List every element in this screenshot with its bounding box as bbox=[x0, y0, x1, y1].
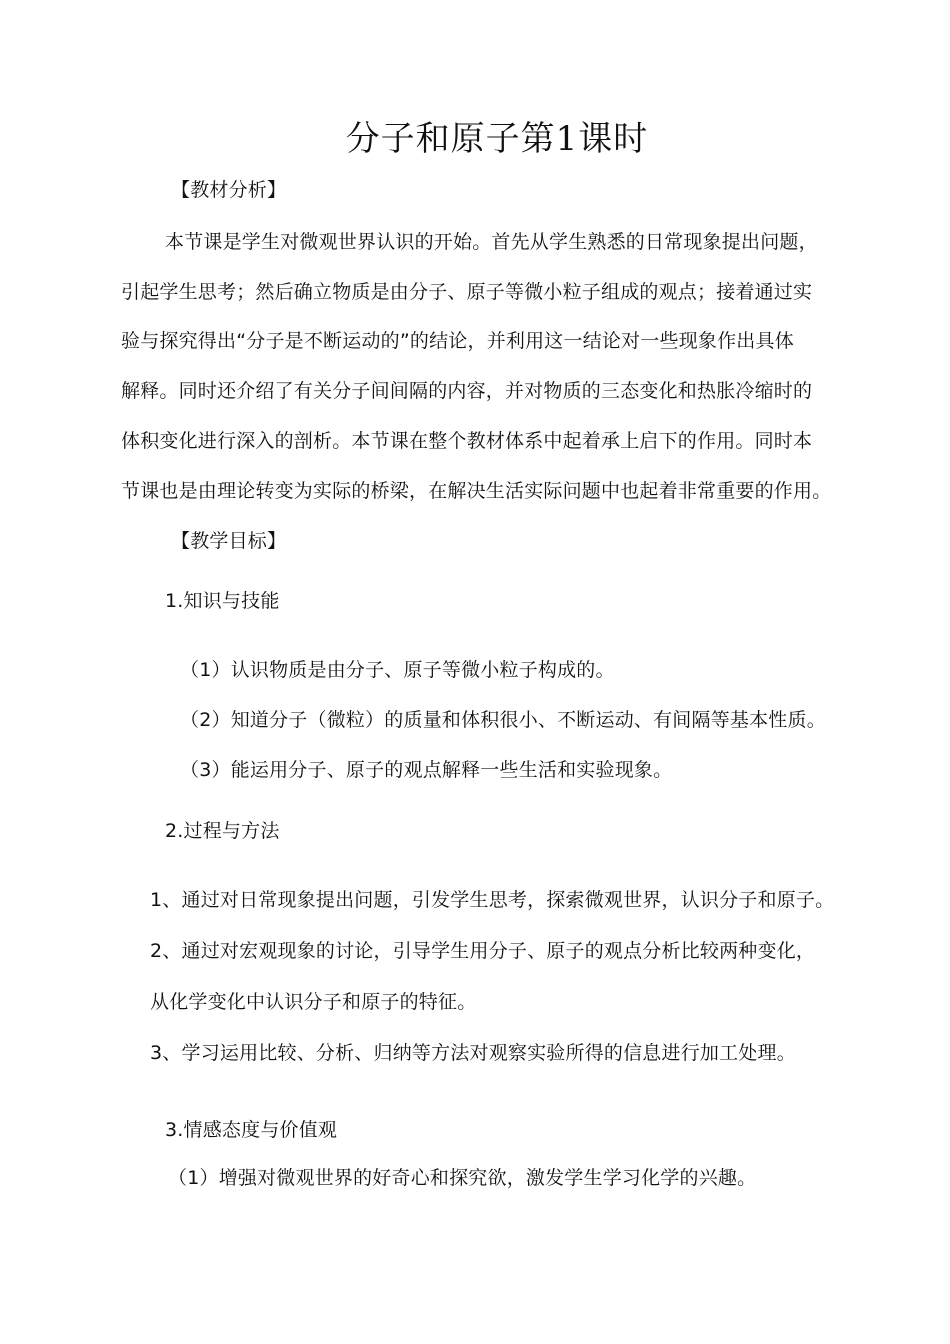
analysis-line: 本节课是学生对微观世界认识的开始。首先从学生熟悉的日常现象提出问题， bbox=[165, 231, 818, 253]
goal2-item: 从化学变化中认识分子和原子的特征。 bbox=[150, 991, 477, 1013]
analysis-line: 验与探究得出“分子是不断运动的”的结论，并利用这一结论对一些现象作出具体 bbox=[121, 330, 794, 352]
goal2-item: 3、学习运用比较、分析、归纳等方法对观察实验所得的信息进行加工处理。 bbox=[150, 1042, 796, 1064]
goals-heading: 【教学目标】 bbox=[171, 530, 287, 552]
goal2-heading: 2.过程与方法 bbox=[165, 820, 280, 842]
goal1-heading: 1.知识与技能 bbox=[165, 590, 280, 612]
goal1-item: （2）知道分子（微粒）的质量和体积很小、不断运动、有间隔等基本性质。 bbox=[180, 709, 826, 731]
analysis-line: 引起学生思考；然后确立物质是由分子、原子等微小粒子组成的观点；接着通过实 bbox=[121, 281, 813, 303]
goal2-item: 1、通过对日常现象提出问题，引发学生思考，探索微观世界，认识分子和原子。 bbox=[150, 889, 835, 911]
goal2-item: 2、通过对宏观现象的讨论，引导学生用分子、原子的观点分析比较两种变化， bbox=[150, 940, 816, 962]
analysis-line: 体积变化进行深入的剖析。本节课在整个教材体系中起着承上启下的作用。同时本 bbox=[121, 430, 813, 452]
goal3-item: （1）增强对微观世界的好奇心和探究欲，激发学生学习化学的兴趣。 bbox=[168, 1167, 757, 1189]
goal1-item: （1）认识物质是由分子、原子等微小粒子构成的。 bbox=[180, 659, 615, 681]
analysis-line: 节课也是由理论转变为实际的桥梁，在解决生活实际问题中也起着非常重要的作用。 bbox=[121, 480, 832, 502]
analysis-heading: 【教材分析】 bbox=[171, 179, 287, 201]
analysis-line: 解释。同时还介绍了有关分子间间隔的内容，并对物质的三态变化和热胀冷缩时的 bbox=[121, 380, 813, 402]
page-title: 分子和原子第1课时 bbox=[345, 119, 649, 159]
goal1-item: （3）能运用分子、原子的观点解释一些生活和实验现象。 bbox=[180, 759, 673, 781]
goal3-heading: 3.情感态度与价值观 bbox=[165, 1119, 338, 1141]
